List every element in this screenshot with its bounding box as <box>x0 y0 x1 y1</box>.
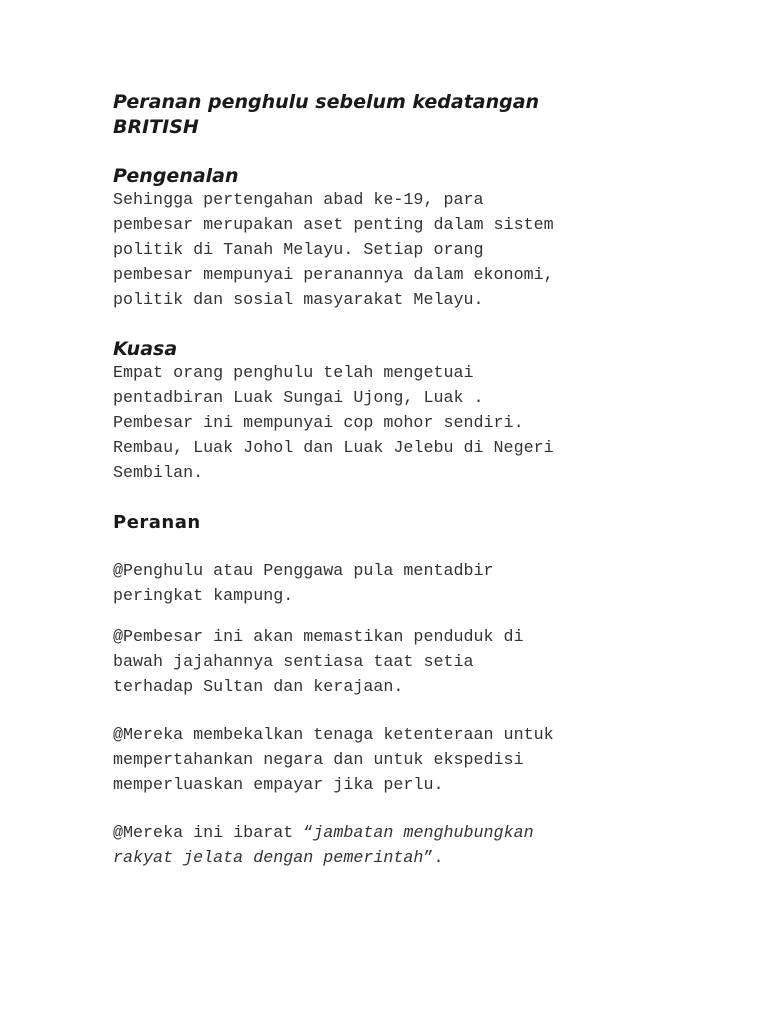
peranan-point-line: peringkat kampung. <box>113 587 294 606</box>
peranan-point-2 <box>113 625 673 700</box>
peranan-point-line: @Penghulu atau Penggawa pula mentadbir <box>113 562 494 581</box>
document-page <box>113 90 673 871</box>
document-title-line-1: Peranan penghulu sebelum kedatangan <box>113 91 540 113</box>
kuasa-line: Sembilan. <box>113 464 204 483</box>
peranan-point-line: terhadap Sultan dan kerajaan. <box>113 678 404 697</box>
peranan-point-4 <box>113 821 673 871</box>
peranan-point-line: bawah jajahannya sentiasa taat setia <box>113 653 474 672</box>
peranan-point-line: @Pembesar ini akan memastikan penduduk di <box>113 628 524 647</box>
peranan-point-line: mempertahankan negara dan untuk ekspedisi <box>113 751 524 770</box>
pengenalan-line: politik dan sosial masyarakat Melayu. <box>113 291 484 310</box>
open-quote: “ <box>303 824 314 843</box>
kuasa-line: Pembesar ini mempunyai cop mohor sendiri. <box>113 414 524 433</box>
kuasa-heading: Kuasa <box>113 338 178 360</box>
close-quote: ”. <box>423 849 444 868</box>
kuasa-paragraph <box>113 361 673 486</box>
document-title <box>113 90 673 140</box>
kuasa-line: Empat orang penghulu telah mengetuai <box>113 364 474 383</box>
peranan-point-3 <box>113 723 673 798</box>
peranan-point-1 <box>113 559 673 609</box>
pengenalan-line: pembesar mempunyai peranannya dalam ekonomi, <box>113 266 554 285</box>
kuasa-line: pentadbiran Luak Sungai Ujong, Luak . <box>113 389 484 408</box>
document-title-line-2: BRITISH <box>113 116 199 138</box>
pengenalan-line: pembesar merupakan aset penting dalam sistem <box>113 216 554 235</box>
peranan-point-line: memperluaskan empayar jika perlu. <box>113 776 444 795</box>
pengenalan-heading: Pengenalan <box>113 165 239 187</box>
quote-text-line-2: rakyat jelata dengan pemerintah <box>113 849 424 868</box>
pengenalan-line: Sehingga pertengahan abad ke-19, para <box>113 191 484 210</box>
pengenalan-paragraph <box>113 188 673 313</box>
pengenalan-line: politik di Tanah Melayu. Setiap orang <box>113 241 484 260</box>
quote-text-line-1: jambatan menghubungkan <box>313 824 534 843</box>
peranan-point-line: @Mereka membekalkan tenaga ketenteraan untuk <box>113 726 554 745</box>
kuasa-line: Rembau, Luak Johol dan Luak Jelebu di Negeri <box>113 439 554 458</box>
peranan-point-prefix: @Mereka ini ibarat <box>113 824 304 843</box>
peranan-heading: Peranan <box>113 512 201 533</box>
